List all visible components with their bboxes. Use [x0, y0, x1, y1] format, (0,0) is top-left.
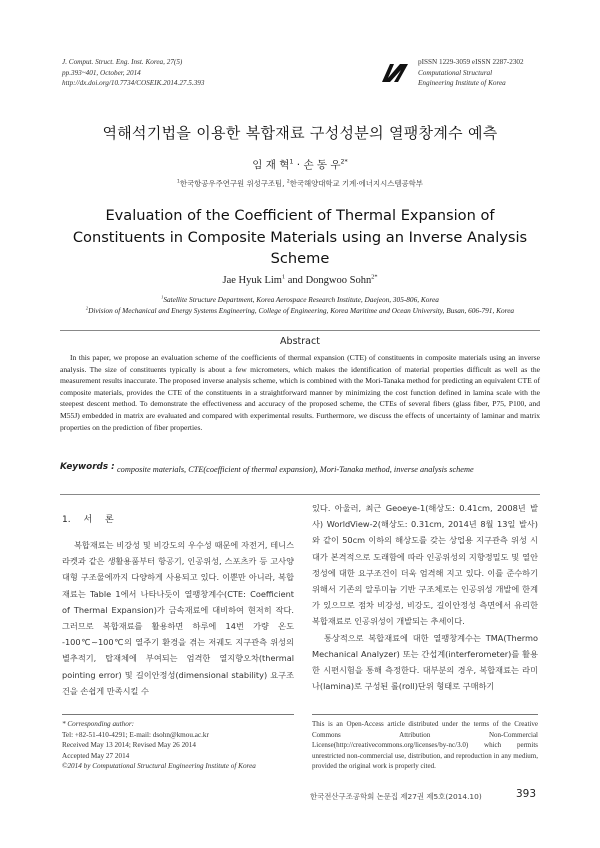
- right-column: [312, 500, 538, 694]
- keywords-label: Keywords :: [60, 462, 115, 472]
- author-2-en: Dongwoo Sohn: [305, 275, 372, 286]
- affil-en-1-sup: 1: [161, 294, 164, 300]
- footnote-copyright: ©2014 by Computational Structural Engineering Institute of Korea: [62, 762, 256, 771]
- open-access-notice: This is an Open-Access article distributed under the terms of the Creative Commons Attribution Non-Commercial License(http://creativecommons.org/licenses/by-nc/3.0) which permits unrestricted non-commercial use, distribution, and reproduction in any medium, provided the original work is properly cited.: [312, 720, 538, 771]
- right-column-paragraph-1: 있다. 아울러, 최근 Geoeye-1(해상도: 0.41cm, 2008년 발사) WorldView-2(해상도: 0.31cm, 2014년 8월 13일 발사)와 같이 50cm 이하의 해상도를 갖는 상업용 지구관측 위성 시대가 본격적으로 도래함에 따라 인공위성의 지향정밀도 및 열안정성에 대한 요구조건이 더욱 엄격해 지고 있다. 이를 준수하기 위해서 기존의 알루미늄 기반 구조체로는 인공위성 개발에 한계가 있으므로 점차 비강성, 비강도, 길이안정성 측면에서 유리한 복합재료로 인공위성이 개발되는 추세이다.: [312, 503, 538, 627]
- corresponding-author-footnote: [62, 719, 294, 772]
- author-2-kr: 손 동 우: [303, 159, 341, 171]
- author-2-kr-sup: 2*: [340, 158, 348, 166]
- author-and: and: [285, 275, 306, 286]
- author-1-kr: 임 재 혁: [252, 159, 290, 171]
- korean-title: 역해석기법을 이용한 복합재료 구성성분의 열팽창계수 예측: [102, 124, 498, 142]
- abstract-heading: Abstract: [280, 336, 320, 347]
- citation-line-1: J. Comput. Struct. Eng. Inst. Korea, 27(5): [62, 58, 183, 66]
- journal-logo-icon: [380, 62, 410, 84]
- keywords-text: composite materials, CTE(coefficient of thermal expansion), Mori-Tanaka method, inverse analysis scheme: [117, 465, 474, 474]
- affil-kr-1: 한국항공우주연구원 위성구조팀,: [179, 179, 285, 188]
- korean-affiliations: [0, 178, 600, 189]
- publisher-line-2: Engineering Institute of Korea: [418, 79, 506, 88]
- english-affiliations: [50, 294, 550, 316]
- english-authors: [0, 275, 600, 286]
- left-column-text: 복합재료는 비강성 및 비강도의 우수성 때문에 자전거, 테니스 라켓과 같은 생활용품부터 항공기, 인공위성, 스포츠카 등 고사양 대형 구조물에까지 다양하게 사용되고 있다. 이뿐만 아니라, 복합재료는 Table 1에서 나타나듯이 열팽창계수(CTE: Coefficient of Thermal Expansion)가 금속재료에 대비하여 현저히 작다. 그러므로 복합재료를 활용하면 하루에 14번 가량 온도 -100℃~100℃의 열주기 환경을 겪는 저궤도 지구관측 위성의 별추적기, 탑재체에 부여되는 엄격한 열지향오차(thermal pointing error) 및 길이안정성(dimensional stability) 요구조건을 손쉽게 만족시킬 수: [62, 540, 294, 696]
- footnote-contact: Tel: +82-51-410-4291; E-mail: dsohn@kmou.ac.kr: [62, 730, 209, 739]
- affil-kr-2: 한국해양대학교 기계·에너지시스템공학부: [289, 179, 423, 188]
- affil-en-2-line: [50, 305, 550, 316]
- abstract-bottom-rule: [60, 494, 540, 495]
- journal-footer: 한국전산구조공학회 논문집 제27권 제5호(2014.10): [310, 792, 482, 801]
- publisher-line-1: Computational Structural: [418, 68, 493, 77]
- affil-en-1-line: [50, 294, 550, 305]
- english-title: Evaluation of the Coefficient of Thermal Expansion of Constituents in Composite Materials using an Inverse Analysis Scheme: [72, 207, 528, 267]
- section-heading-introduction: 1. 서 론: [62, 515, 114, 525]
- footnote-accepted: Accepted May 27 2014: [62, 751, 130, 760]
- citation-line-2: pp.393~401, October, 2014: [62, 68, 141, 77]
- abstract-top-rule: [60, 330, 540, 331]
- affil-en-1: Satellite Structure Department, Korea Aerospace Research Institute, Daejeon, 305-806, Korea: [163, 295, 439, 304]
- footnote-rule-left: [62, 714, 294, 715]
- issn-line: pISSN 1229-3059 eISSN 2287-2302: [418, 58, 524, 66]
- abstract-body: In this paper, we propose an evaluation scheme of the coefficients of thermal expansion (CTE) of constituents in composite materials using an inverse analysis. The size of constituents typically is about a few micrometers, which makes the identification of material properties difficult as well as the measurement results inaccurate. The proposed inverse analysis scheme, which is combined with the Mori-Tanaka method for predicting an equivalent CTE of composite materials, provides the CTE of the constituents in a straightforward manner by minimizing the cost function defined in lamina scale with the steepest descent method. To demonstrate the effectiveness and accuracy of the proposed scheme, the CTEs of several fibers (glass fiber, P75, P100, and M55J) embedded in matrix are evaluated and compared with experimental results. Furthermore, we discuss the effects of uncertainty of laminar and matrix properties on the prediction of fiber properties.: [60, 353, 540, 432]
- footnote-rule-right: [312, 714, 538, 715]
- affil-kr-1-sup: 1: [177, 179, 180, 185]
- affil-kr-2-sup: 2: [286, 179, 290, 185]
- issn-block: [418, 57, 524, 89]
- author-1-en: Jae Hyuk Lim: [222, 275, 282, 286]
- korean-authors: [0, 157, 600, 172]
- affil-en-2-sup: 2: [85, 305, 89, 311]
- page-number: 393: [516, 788, 537, 800]
- right-column-paragraph-2: 통상적으로 복합재료에 대한 열팽창계수는 TMA(Thermo Mechanical Analyzer) 또는 간섭계(interferometer)를 활용한 시편시험을 통해 측정한다. 대부분의 경우, 복합재료는 라미나(lamina)로 구성된 롤(roll)단위 형태로 구매하기: [312, 632, 538, 692]
- author-separator: ·: [293, 159, 304, 171]
- journal-citation: [62, 57, 204, 89]
- author-1-en-sup: 1: [281, 273, 286, 281]
- author-2-en-sup: 2*: [371, 273, 378, 281]
- doi-link[interactable]: http://dx.doi.org/10.7734/COSEIK.2014.27.5.393: [62, 79, 205, 88]
- footnote-corresponding: * Corresponding author:: [62, 720, 135, 728]
- footnote-received: Received May 13 2014; Revised May 26 2014: [62, 741, 196, 750]
- affil-en-2: Division of Mechanical and Energy Systems Engineering, College of Engineering, Korea Maritime and Ocean University, Busan, 606-791, Korea: [88, 306, 515, 315]
- author-1-kr-sup: 1: [289, 158, 294, 166]
